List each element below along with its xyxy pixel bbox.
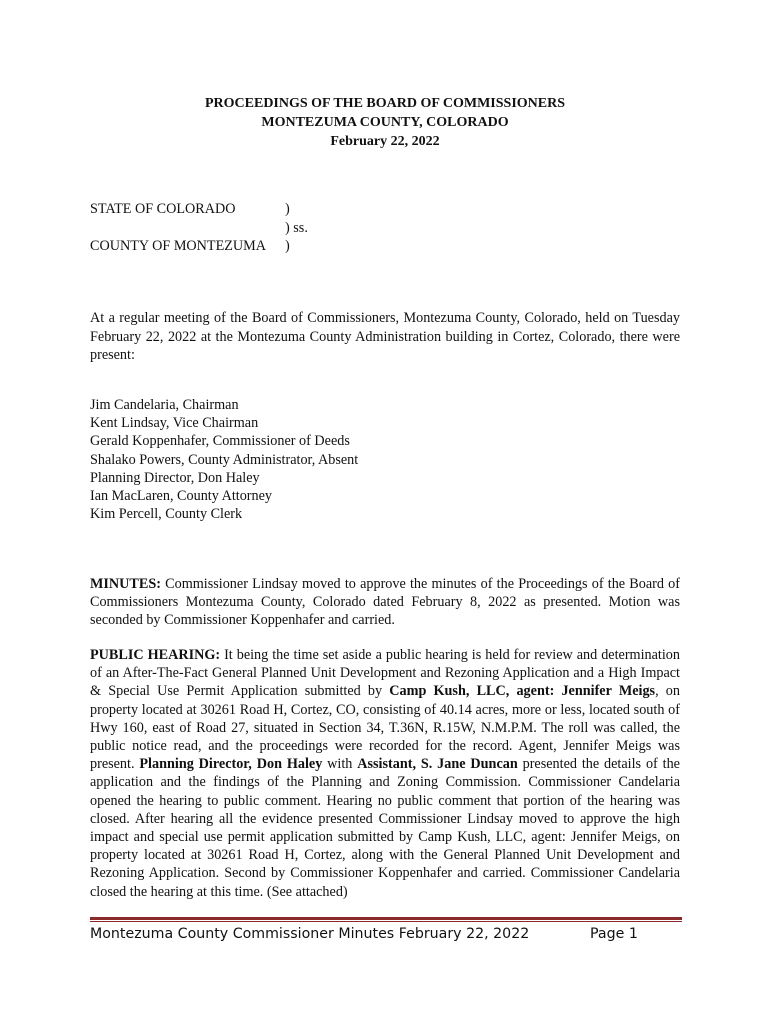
planning-director-name: Planning Director, Don Haley — [139, 756, 323, 773]
attendee-item: Kent Lindsay, Vice Chairman — [90, 415, 259, 432]
attendee-item: Shalako Powers, County Administrator, Absent — [90, 451, 359, 468]
hearing-text: , on property located at 30261 Road H, Cortez, CO, consisting of 40.14 acres, more or less, located south of Hwy 160, east of Road 27, situated in Section 34, T.36N, R.15W, N.M.P.M. The roll was called, the public notice read, and the proceedings were recorded for the record. Agent, Jennifer Meigs was present. — [90, 683, 680, 773]
attendee-item: Planning Director, Don Haley — [90, 469, 260, 486]
assistant-name: Assistant, S. Jane Duncan — [357, 756, 518, 773]
minutes-text: Commissioner Lindsay moved to approve the minutes of the Proceedings of the Board of Commissioners Montezuma County, Colorado dated February 8, 2022 as presented. Motion was seconded by Commissioner Koppenhafer and carried. — [90, 576, 680, 629]
header-date: February 22, 2022 — [330, 134, 440, 149]
header-county: MONTEZUMA COUNTY, COLORADO — [261, 115, 509, 130]
attendee-list — [90, 396, 680, 523]
attendee-item: Jim Candelaria, Chairman — [90, 397, 239, 413]
hearing-text: presented the details of the application and the findings of the Planning and Zoning Commission. Commissioner Candelaria opened the hearing to public comment. Hearing no public comment that portion of the hearing was closed. After hearing all the evidence presented Commissioner Lindsay moved to approve the high impact and special use permit application submitted by Camp Kush, LLC, agent: Jennifer Meigs, on property located at 30261 Road H, Cortez, along with the General Planned Unit Development and Rezoning Application. Second by Commissioner Koppenhafer and carried. Commissioner Candelaria closed the hearing at this time. (See attached) — [90, 756, 680, 900]
caption-paren: ) — [285, 238, 290, 254]
attendee-item: Gerald Koppenhafer, Commissioner of Deeds — [90, 433, 350, 450]
hearing-heading: PUBLIC HEARING: — [90, 647, 221, 663]
applicant-name: Camp Kush, LLC, agent: Jennifer Meigs — [389, 683, 656, 700]
hearing-text: with — [322, 756, 358, 773]
attendee-item: Kim Percell, County Clerk — [90, 506, 243, 523]
hearing-text: It being the time set aside a public hearing is held for review and determination of an After-The-Fact General Planned Unit Development and Rezoning Application and a High Impact & Special Use Permit Application submitted by — [90, 647, 680, 700]
footer-rule-thin — [90, 921, 682, 922]
attendee-item: Ian MacLaren, County Attorney — [90, 488, 273, 505]
caption-state: STATE OF COLORADO — [90, 201, 236, 217]
public-hearing-paragraph — [90, 646, 680, 901]
page-number: Page 1 — [590, 926, 638, 942]
minutes-paragraph — [90, 575, 680, 630]
caption-ss: ) ss. — [285, 219, 308, 236]
caption-paren: ) — [285, 201, 290, 217]
minutes-heading: MINUTES: — [90, 576, 161, 592]
footer-title: Montezuma County Commissioner Minutes February 22, 2022 — [90, 926, 530, 942]
document-header — [0, 94, 770, 151]
legal-caption — [90, 200, 490, 256]
footer-rule — [90, 917, 682, 920]
intro-paragraph: At a regular meeting of the Board of Commissioners, Montezuma County, Colorado, held on Tuesday February 22, 2022 at the Montezuma County Administration building in Cortez, Colorado, there were present: — [90, 310, 680, 363]
header-title: PROCEEDINGS OF THE BOARD OF COMMISSIONERS — [204, 96, 566, 111]
caption-county: COUNTY OF MONTEZUMA — [90, 238, 267, 254]
